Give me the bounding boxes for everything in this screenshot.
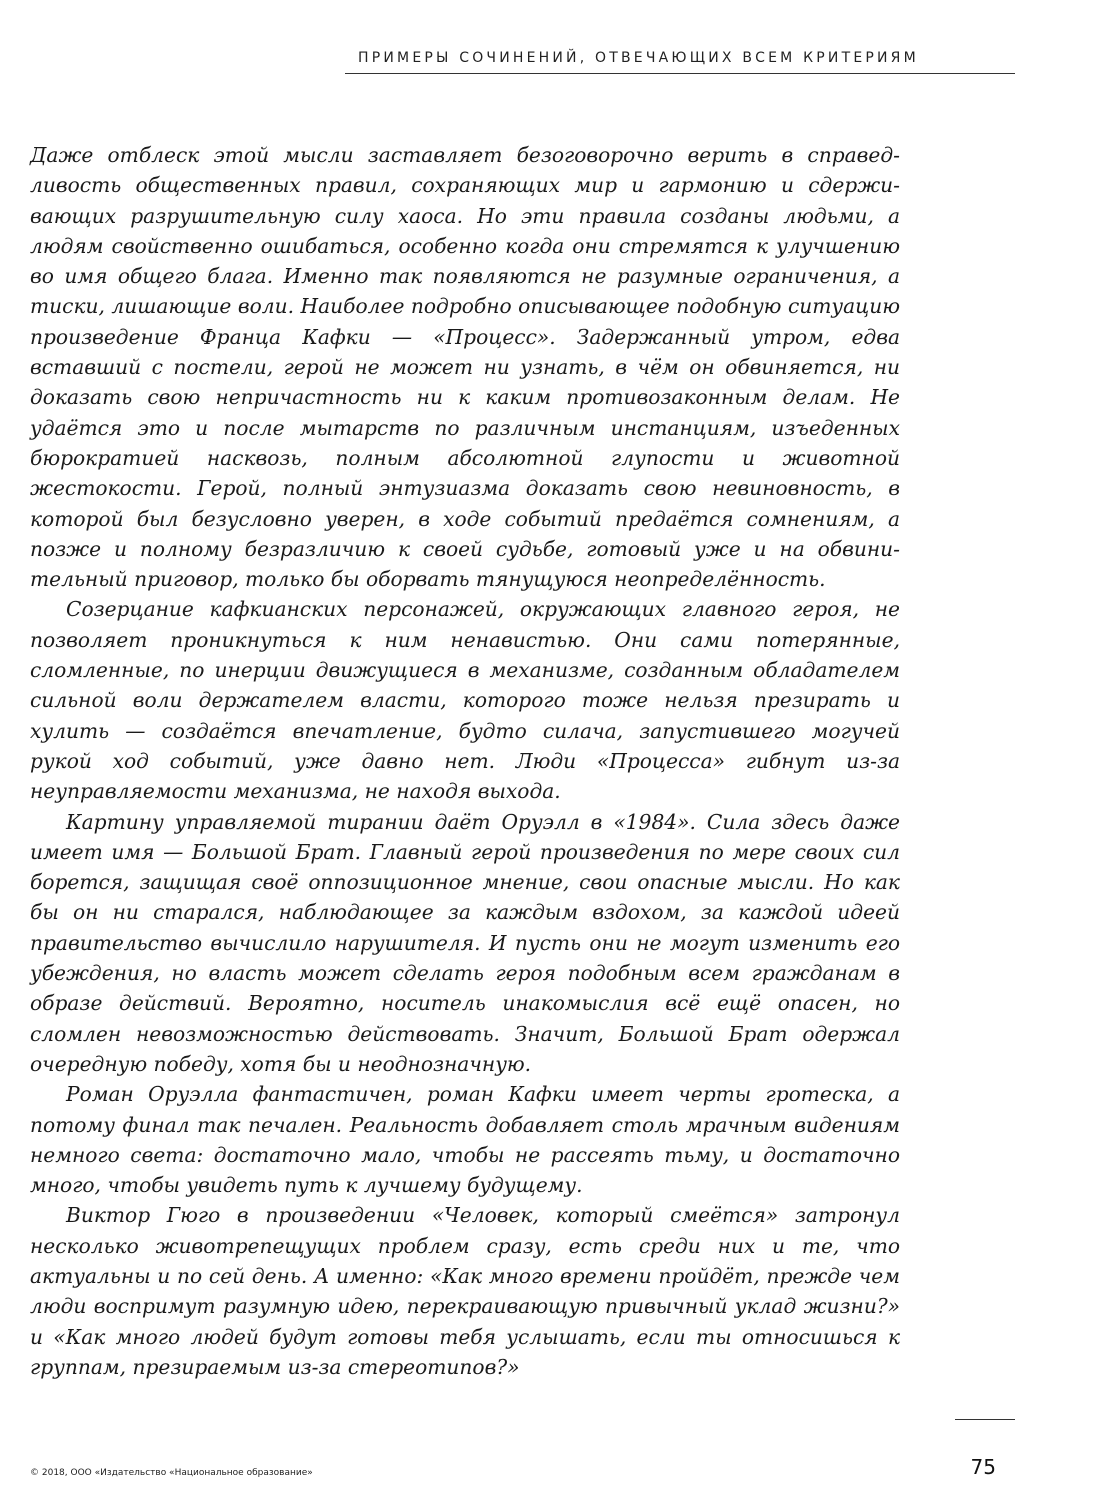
running-header: ПРИМЕРЫ СОЧИНЕНИЙ, ОТВЕЧАЮЩИХ ВСЕМ КРИТЕРИЯМ (358, 50, 919, 66)
footer-divider (955, 1419, 1015, 1420)
paragraph: Созерцание кафкианских персонажей, окружающих главного героя, не позволяет проникнуться к ним ненавистью. Они сами потерянные, сломленные, по инерции движущиеся в механизме, созданным обладателем сильной воли держателем власти, которого тоже нельзя презирать и хулить — создаётся впечатление, будто силача, запустившего могучей рукой ход событий, уже давно нет. Люди «Процесса» гибнут из-за неуправляемости механизма, не находя выхода. (30, 597, 900, 804)
paragraph: Картину управляемой тирании даёт Оруэлл в «1984». Сила здесь даже имеет имя — Большой Брат. Главный герой произведения по мере своих сил борется, защищая своё оппозиционное мнение, свои опасные мысли. Но как бы он ни старался, наблюдающее за каждым вздохом, за каждой идеей правительство вычислило нарушителя. И пусть они не могут изменить его убеждения, но власть может сделать героя подобным всем гражданам в образе действий. Вероятно, носитель инакомыслия всё ещё опасен, но сломлен невозможностью действовать. Значит, Большой Брат одержал очередную победу, хотя бы и неоднозначную. (30, 809, 900, 1076)
header-divider (345, 73, 1015, 74)
page-number: 75 (970, 1455, 996, 1479)
paragraph: Роман Оруэлла фантастичен, роман Кафки имеет черты гротеска, а потому финал так печален. Реальность добавляет столь мрачным видениям немного света: достаточно мало, чтобы не рассеять тьму, и достаточно много, чтобы увидеть путь к лучшему будущему. (30, 1082, 900, 1198)
paragraph: Виктор Гюго в произведении «Человек, который смеётся» затронул несколько животрепещущих проблем сразу, есть среди них и те, что актуальны и по сей день. А именно: «Как много времени пройдёт, прежде чем люди воспримут разумную идею, перекраивающую привычный уклад жизни?» и «Как много людей будут готовы тебя услышать, если ты относишься к группам, презираемым из-за стереотипов?» (30, 1203, 900, 1379)
essay-body (30, 140, 900, 1382)
paragraph: Даже отблеск этой мысли заставляет безоговорочно верить в справедливость общественных правил, сохраняющих мир и гармонию и сдерживающих разрушительную силу хаоса. Но эти правила созданы людьми, а людям свойственно ошибаться, особенно когда они стремятся к улучшению во имя общего блага. Именно так появляются не разумные ограничения, а тиски, лишающие воли. Наиболее подробно описывающее подобную ситуацию произведение Франца Кафки — «Процесс». Задержанный утром, едва вставший с постели, герой не может ни узнать, в чём он обвиняется, ни доказать свою непричастность ни к каким противозаконным делам. Не удаётся это и после мытарств по различным инстанциям, изъеденных бюрократией насквозь, полным абсолютной глупости и животной жестокости. Герой, полный энтузиазма доказать свою невиновность, в которой был безусловно уверен, в ходе событий предаётся сомнениям, а позже и полному безразличию к своей судьбе, готовый уже и на обвинительный приговор, только бы оборвать тянущуюся неопределённость. (30, 143, 900, 592)
copyright-notice: © 2018, ООО «Издательство «Национальное образование» (30, 1468, 313, 1478)
